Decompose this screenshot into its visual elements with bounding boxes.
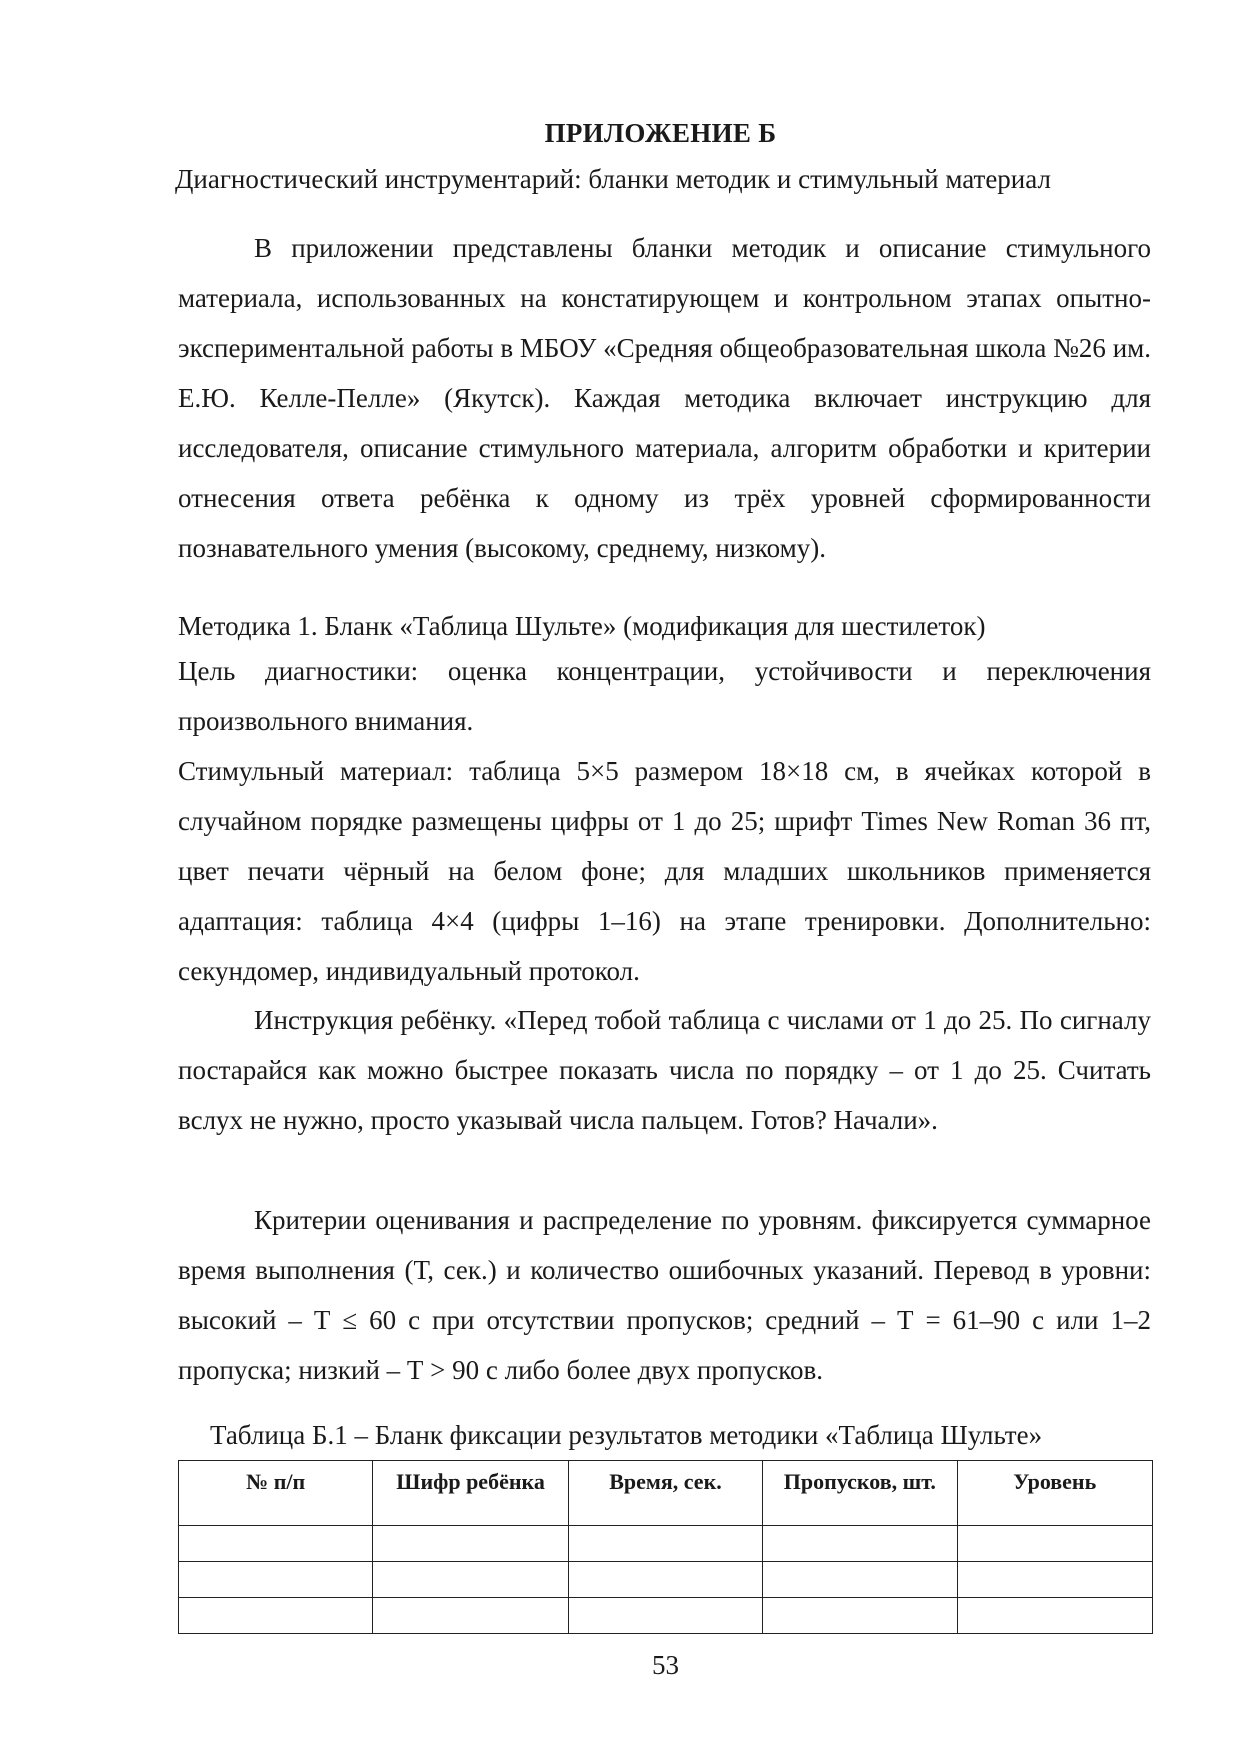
- table-cell: [568, 1526, 762, 1562]
- appendix-title: ПРИЛОЖЕНИЕ Б: [544, 118, 777, 148]
- method-instruction: Инструкция ребёнку. «Перед тобой таблица с числами от 1 до 25. По сигналу постарайся как можно быстрее показать числа по порядку – от 1 до 25. Считать вслух не нужно, просто указывай числа пальцем. Готов? Начали».: [178, 1005, 1151, 1135]
- table-cell: [373, 1598, 568, 1634]
- table-cell: [373, 1562, 568, 1598]
- table-cell: [568, 1598, 762, 1634]
- table-row: [179, 1562, 1153, 1598]
- table-cell: [957, 1562, 1153, 1598]
- table-caption: Таблица Б.1 – Бланк фиксации результатов методики «Таблица Шульте»: [210, 1420, 1043, 1450]
- table-cell: [568, 1562, 762, 1598]
- appendix-subtitle: Диагностический инструментарий: бланки методик и стимульный материал: [175, 164, 1051, 194]
- table-cell: [957, 1526, 1153, 1562]
- table-cell: [179, 1526, 373, 1562]
- method-criteria: Критерии оценивания и распределение по уровням. фиксируется суммарное время выполнения (Т, сек.) и количество ошибочных указаний. Перевод в уровни: высокий – Т ≤ 60 с при отсутствии пропусков; средний – Т = 61–90 с или 1–2 пропуска; низкий – Т > 90 с либо более двух пропусков.: [178, 1205, 1151, 1385]
- method-stimulus: Стимульный материал: таблица 5×5 размером 18×18 см, в ячейках которой в случайном порядке размещены цифры от 1 до 25; шрифт Times New Roman 36 пт, цвет печати чёрный на белом фоне; для младших школьников применяется адаптация: таблица 4×4 (цифры 1–16) на этапе тренировки. Дополнительно: секундомер, индивидуальный протокол.: [178, 756, 1151, 986]
- table-header-cell: Время, сек.: [568, 1461, 762, 1526]
- table-header-row: [179, 1461, 1153, 1526]
- table-cell: [763, 1526, 957, 1562]
- method-goal: Цель диагностики: оценка концентрации, устойчивости и переключения произвольного внимания.: [178, 656, 1151, 736]
- table-header-cell: Пропусков, шт.: [763, 1461, 957, 1526]
- table-row: [179, 1598, 1153, 1634]
- table-cell: [957, 1598, 1153, 1634]
- table-cell: [763, 1562, 957, 1598]
- table-cell: [179, 1598, 373, 1634]
- table-header-cell: Уровень: [957, 1461, 1153, 1526]
- table-header-cell: № п/п: [179, 1461, 373, 1526]
- table-row: [179, 1526, 1153, 1562]
- intro-paragraph: В приложении представлены бланки методик и описание стимульного материала, использованных на констатирующем и контрольном этапах опытно-экспериментальной работы в МБОУ «Средняя общеобразовательная школа №26 им. Е.Ю. Келле-Пелле» (Якутск). Каждая методика включает инструкцию для исследователя, описание стимульного материала, алгоритм обработки и критерии отнесения ответа ребёнка к одному из трёх уровней сформированности познавательного умения (высокому, среднему, низкому).: [178, 233, 1151, 563]
- method-title: Методика 1. Бланк «Таблица Шульте» (модификация для шестилеток): [178, 611, 986, 641]
- results-form-table: [178, 1460, 1153, 1634]
- table-cell: [179, 1562, 373, 1598]
- page-number: 53: [652, 1650, 679, 1680]
- table-cell: [373, 1526, 568, 1562]
- table-header-cell: Шифр ребёнка: [373, 1461, 568, 1526]
- table-cell: [763, 1598, 957, 1634]
